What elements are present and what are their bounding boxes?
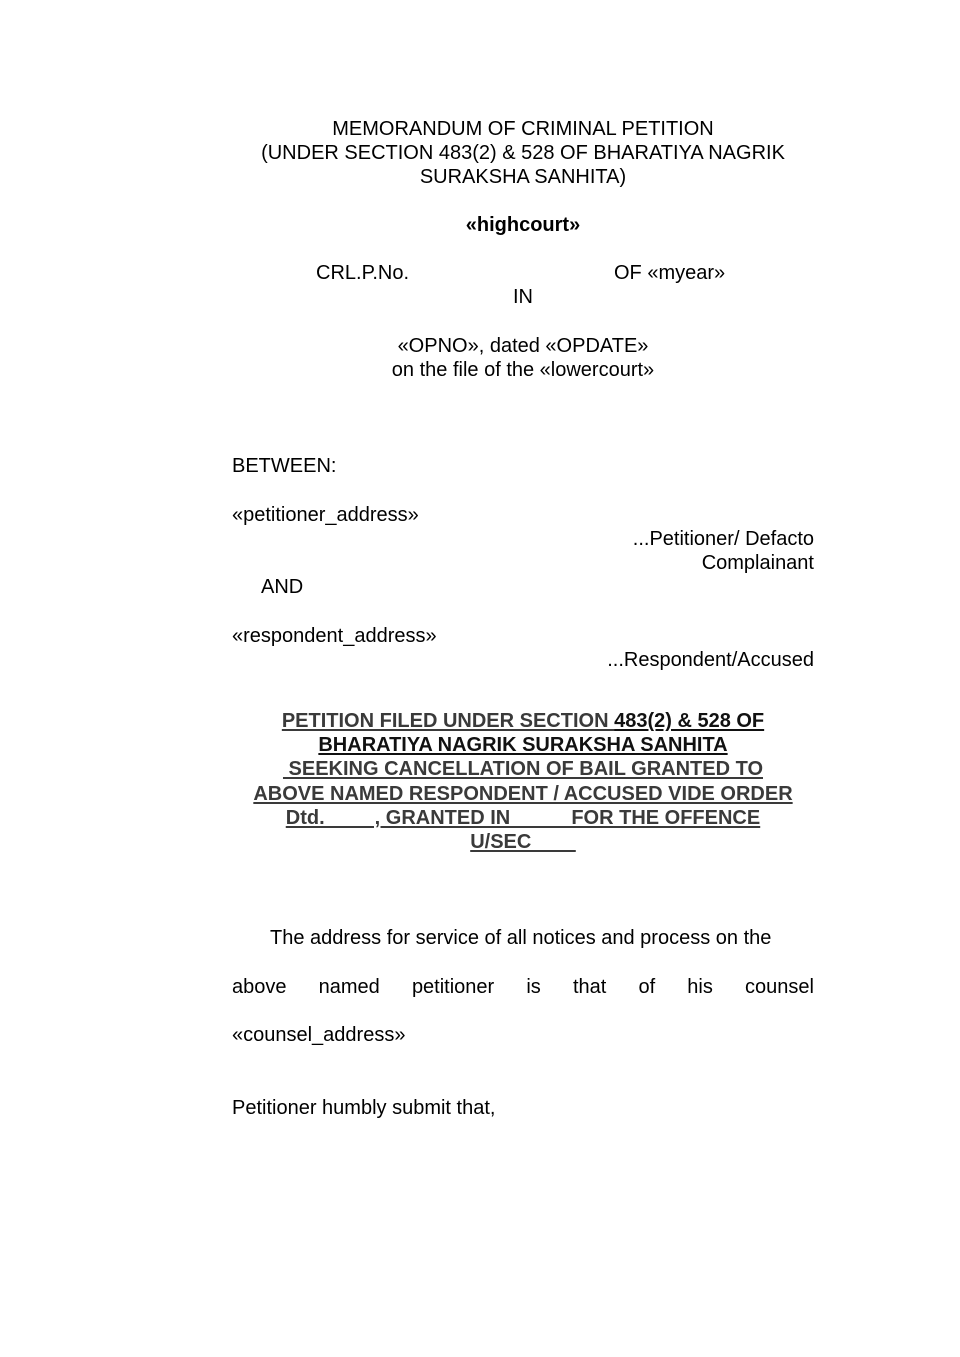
petition-title-line-5: Dtd. , GRANTED IN FOR THE OFFENCE xyxy=(285,806,761,829)
crl-petition-number-label: CRL.P.No. xyxy=(316,262,410,284)
address-word: named xyxy=(318,976,380,998)
lower-court-line: on the file of the «lowercourt» xyxy=(391,359,655,381)
counsel-address: «counsel_address» xyxy=(232,1024,406,1046)
address-word: his xyxy=(687,976,713,998)
address-word: that xyxy=(572,976,607,998)
petition-title-line-2: BHARATIYA NAGRIK SURAKSHA SANHITA xyxy=(318,734,728,757)
petitioner-role-line-1: ...Petitioner/ Defacto xyxy=(632,528,814,550)
in-label: IN xyxy=(513,286,533,308)
petitioner-address: «petitioner_address» xyxy=(232,504,419,526)
address-word: is xyxy=(526,976,541,998)
court-name: «highcourt» xyxy=(465,214,581,236)
petition-title-line-3: SEEKING CANCELLATION OF BAIL GRANTED TO xyxy=(282,758,763,781)
petitioner-role-line-2: Complainant xyxy=(701,552,814,574)
closing-statement: Petitioner humbly submit that, xyxy=(232,1097,496,1119)
petition-title-line-1 xyxy=(222,709,824,733)
address-word: petitioner xyxy=(411,976,495,998)
petition-title-line-6: U/SEC xyxy=(470,831,576,854)
address-paragraph-line-1: The address for service of all notices and process on the xyxy=(270,927,772,949)
and-label: AND xyxy=(261,576,304,598)
case-year: OF «myear» xyxy=(614,262,726,284)
between-label: BETWEEN: xyxy=(232,455,337,477)
address-word: counsel xyxy=(745,976,814,998)
respondent-role: ...Respondent/Accused xyxy=(607,649,814,671)
address-paragraph-line-2 xyxy=(232,975,814,999)
petition-title-line-1-part-a: PETITION FILED UNDER SECTION xyxy=(281,710,615,732)
memo-title-line-3: SURAKSHA SANHITA) xyxy=(419,166,627,188)
address-word: of xyxy=(638,976,656,998)
petition-title-line-4: ABOVE NAMED RESPONDENT / ACCUSED VIDE ORDER xyxy=(253,782,793,805)
memo-title-line-2: (UNDER SECTION 483(2) & 528 OF BHARATIYA NAGRIK xyxy=(261,142,785,164)
op-number-line: «OPNO», dated «OPDATE» xyxy=(397,335,649,357)
memo-title-line-1: MEMORANDUM OF CRIMINAL PETITION xyxy=(332,118,714,140)
petition-title-line-1-part-b: 483(2) & 528 OF xyxy=(614,710,765,732)
respondent-address: «respondent_address» xyxy=(232,625,437,647)
address-word: above xyxy=(232,976,287,998)
petition-title xyxy=(222,709,824,854)
